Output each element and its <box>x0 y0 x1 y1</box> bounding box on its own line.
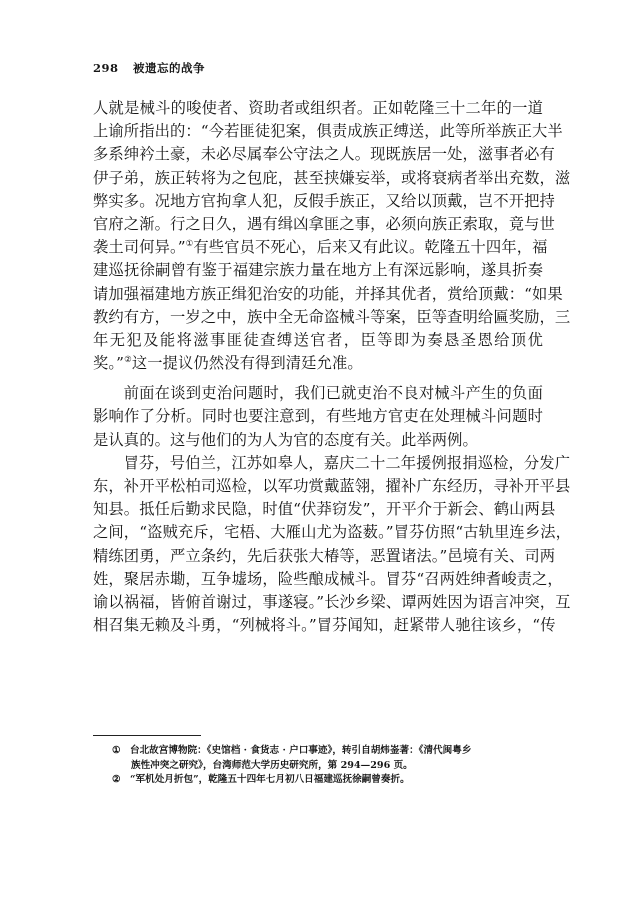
text-line <box>93 429 543 452</box>
text-line <box>93 97 543 120</box>
line-text: 之间，“盗贼充斥，宅梧、大雁山尤为盗薮。”冒芬仿照“古轨里连乡法， <box>93 523 572 542</box>
line-text: 多系绅衿土豪，未必尽属奉公守法之人。现既族居一处，滋事者必有 <box>93 145 555 164</box>
line-text: 精练团勇，严立条约，先后获张大椿等，恶置诸法。”邑境有关、司两 <box>93 546 556 565</box>
text-line <box>93 382 543 405</box>
footnote-line <box>112 773 535 788</box>
footnote-text: 族性冲突之研究》，台湾师范大学历史研究所，第 294—296 页。 <box>131 759 413 771</box>
line-text: 知县。抵任后勤求民隐，时值“伏莽窃发”，开平介于新会、鹤山两县 <box>93 500 556 519</box>
text-line <box>93 283 563 306</box>
line-text: 请加强福建地方族正缉犯治安的功能，并择其优者，赏给顶戴：“如果 <box>93 284 563 303</box>
text-line <box>93 614 556 637</box>
text-line <box>93 521 572 544</box>
text-line <box>93 545 556 568</box>
text-line <box>93 259 543 282</box>
text-line <box>93 329 543 352</box>
text-line <box>93 167 571 190</box>
text-line <box>93 452 571 475</box>
line-text: 建巡抚徐嗣曾有鉴于福建宗族力量在地方上有深远影响，遂具折奏 <box>93 261 543 280</box>
text-line <box>93 568 563 591</box>
footnote-reference: ① <box>185 239 194 250</box>
running-header <box>93 60 543 78</box>
text-line <box>93 405 543 428</box>
page-number: 298 <box>93 61 119 75</box>
footnote-line <box>115 759 535 774</box>
line-text: 上谕所指出的：“今若匪徒犯案，俱责成族正缚送，此等所举族正大半 <box>93 122 563 141</box>
text-line <box>93 143 555 166</box>
line-text: 年无犯及能将滋事匪徒查缚送官者，臣等即为奏恳圣恩给顶优 <box>93 330 543 349</box>
line-text-continued: 这一提议仍然没有得到清廷允准。 <box>131 354 363 373</box>
line-text: 伊子弟，族正转将为之包庇，甚至挟嫌妄举，或将衰病者举出充数，滋 <box>93 168 571 187</box>
text-line <box>93 475 571 498</box>
footnote-text: 台北故宫博物院：《史馆档 · 食货志 · 户口事迹》，转引自胡炜崟著：《清代闽粤乡 <box>130 745 472 756</box>
main-text <box>93 97 572 637</box>
text-line <box>93 120 563 143</box>
footnote-reference: ② <box>124 355 132 366</box>
text-line <box>93 352 543 375</box>
text-line <box>93 498 556 521</box>
line-text: 官府之渐。行之日久，遇有缉凶拿匪之事，必须向族正索取，竟与世 <box>93 214 555 233</box>
line-text: 弊实多。况地方官拘拿人犯，反假手族正，又给以顶戴，岂不开把持 <box>93 191 555 210</box>
text-line <box>93 190 555 213</box>
footnote-marker: ② <box>112 774 121 785</box>
line-text: 姓，聚居赤墈，互争墟场，险些酿成械斗。冒芬“召两姓绅耆峻责之， <box>93 569 563 588</box>
line-text: 袭土司何异。” <box>93 238 186 257</box>
footnote-divider <box>93 735 201 736</box>
line-text: 奖。” <box>93 354 125 373</box>
text-line <box>93 236 548 259</box>
line-text: 谕以祸福，皆俯首谢过，事遂寝。”长沙乡梁、谭两姓因为语言冲突，互 <box>93 592 571 611</box>
text-line <box>93 213 555 236</box>
running-title: 被遗忘的战争 <box>133 61 206 75</box>
line-text: 是认真的。这与他们的为人为官的态度有关。此举两例。 <box>93 430 478 449</box>
footnotes <box>112 744 535 788</box>
footnote-text: “军机处月折包”，乾隆五十四年七月初八日福建巡抚徐嗣曾奏折。 <box>130 774 410 785</box>
line-text: 前面在谈到吏治问题时，我们已就吏治不良对械斗产生的负面 <box>123 384 543 403</box>
text-line <box>93 306 571 329</box>
text-line <box>93 591 571 614</box>
line-text: 冒芬，号伯兰，江苏如皋人，嘉庆二十二年援例报捐巡检，分发广 <box>123 453 571 472</box>
line-text: 教约有方，一岁之中，族中全无命盗械斗等案，臣等查明给匾奖励，三 <box>93 307 571 326</box>
line-text-continued: 有些官员不死心，后来又有此议。乾隆五十四年，福 <box>193 238 548 257</box>
line-text: 相召集无赖及斗勇，“列械将斗。”冒芬闻知，赶紧带人驰往该乡，“传 <box>93 616 556 635</box>
footnote-marker: ① <box>112 745 121 756</box>
line-text: 人就是械斗的唆使者、资助者或组织者。正如乾隆三十二年的一道 <box>93 99 543 117</box>
footnote-line <box>112 744 535 759</box>
line-text: 东，补开平松柏司巡检，以军功赏戴蓝翎，擢补广东经历，寻补开平县 <box>93 477 571 495</box>
line-text: 影响作了分析。同时也要注意到，有些地方官吏在处理械斗问题时 <box>93 407 543 426</box>
